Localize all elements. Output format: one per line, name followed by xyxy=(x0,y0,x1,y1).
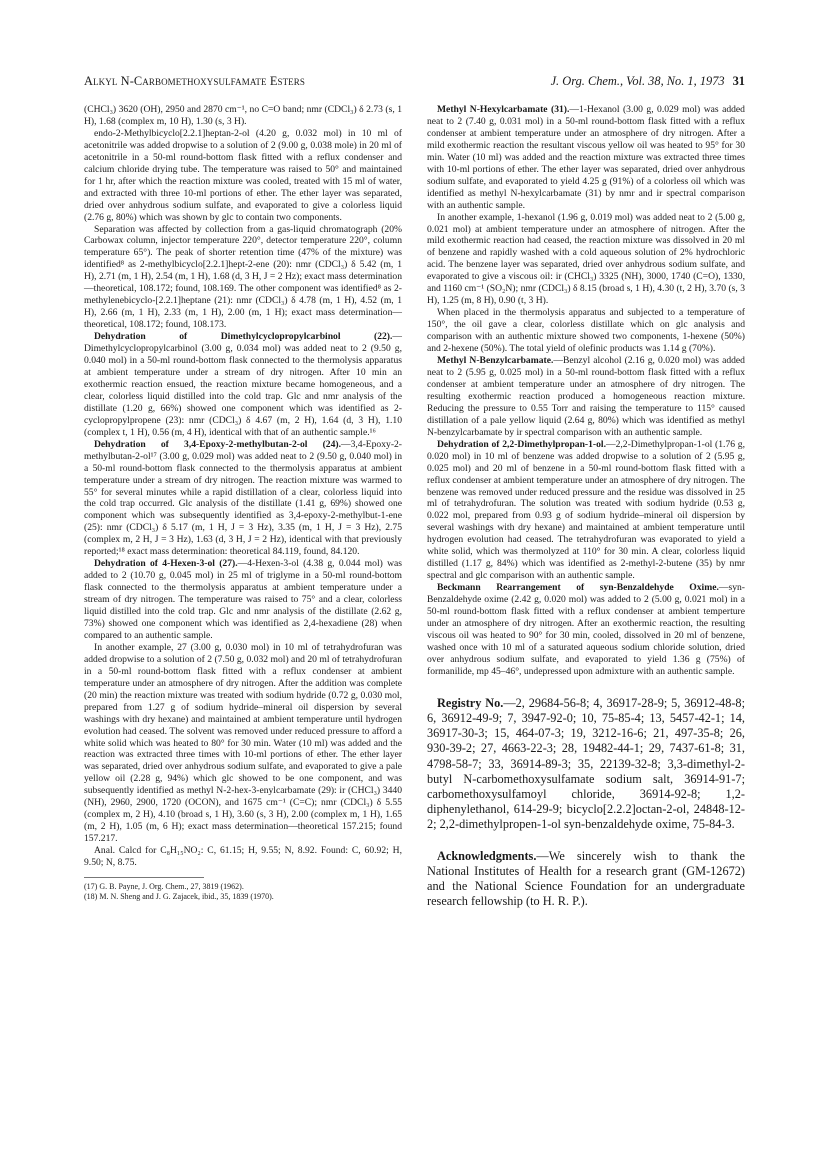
paragraph-body: —Benzyl alcohol (2.16 g, 0.020 mol) was added neat to 2 (5.95 g, 0.025 mol) in a 50-ml round-bottom flask fitted with a reflux condenser at ambient temperature under an atmosphere of dry nitrogen. The resulting exothermic reaction produced a homogeneous reaction mixture. Reducing the pressure to 0.55 Torr and raising the temperature to 115° caused distillation of a pale yellow liquid (2.64 g, 80%) which was identified as methyl N-benzylcarbamate by ir spectral comparison with an authentic sample. xyxy=(427,355,745,438)
journal-citation xyxy=(551,74,745,89)
paragraph-hexylcarbamate xyxy=(427,104,745,212)
paragraph-hexanol-example: In another example, 1-hexanol (1.96 g, 0.019 mol) was added neat to 2 (5.00 g, 0.021 mol) at ambient temperature under an atmosphere of nitrogen. After the mild exothermic reaction had ceased, the reaction mixture was dissolved in 20 ml of benzene and rapidly washed with a cold aqueous solution of 2% hydrochloric acid. The benzene layer was separated, dried over anhydrous sodium sulfate, and evaporated to give a viscous oil: ir (CHCl₃) 3325 (NH), 3000, 1740 (C=O), 1330, and 1160 cm⁻¹ (SO₂N); nmr (CDCl₃) δ 8.15 (broad s, 1 H), 4.30 (t, 2 H), 3.70 (s, 3 H), 1.25 (m, 8 H), 0.90 (t, 3 H). xyxy=(427,211,745,307)
left-column xyxy=(84,104,402,902)
paragraph-ir-nmr: (CHCl₃) 3620 (OH), 2950 and 2870 cm⁻¹, no C=O band; nmr (CDCl₃) δ 2.73 (s, 1 H), 1.68 (complex m, 10 H), 1.30 (s, 3 H). xyxy=(84,104,402,127)
registry-list: —2, 29684-56-8; 4, 36917-28-9; 5, 36912-48-8; 6, 36912-49-9; 7, 3947-92-0; 10, 75-85-4; 13, 5457-42-1; 14, 36917-30-3; 15, 464-07-3; 19, 3212-16-6; 21, 497-35-8; 26, 930-39-2; 27, 4663-22-3; 28, 19482-44-1; 29, 7437-61-8; 31, 4798-58-7; 33, 36914-89-3; 35, 22139-32-8; 3,3-dimethyl-2-butyl N-carbomethoxysulfamate sodium salt, 36914-91-7; carbomethoxysulfamoyl chloride, 36914-92-8; 1,2-diphenylethanol, 614-29-9; bicyclo[2.2.2]octan-2-ol, 24848-12-2; 2,2-dimethylpropen-1-ol syn-benzaldehyde oxime, 75-84-3. xyxy=(427,695,745,832)
section-heading: Methyl N-Hexylcarbamate (31). xyxy=(437,104,570,115)
acknowledgments-heading: Acknowledgments. xyxy=(437,848,537,863)
paragraph-body: —3,4-Epoxy-2-methylbutan-2-ol¹⁷ (3.00 g, 0.029 mol) was added neat to 2 (9.50 g, 0.040 mol) in a 50-ml round-bottom flask connected to the thermolysis apparatus at ambient temperature under a stream of dry nitrogen. The reaction mixture was warmed to 55° for several minutes while a rapid distillation of a clear, colorless liquid into the cold trap occurred. Glc analysis of the distillate (1.41 g, 69%) showed one component which was subsequently identified as 3,4-epoxy-2-methylbut-1-ene (25): nmr (CDCl₃) δ 5.17 (m, 1 H, J = 3 Hz), 3.35 (m, 1 H, J = 3 Hz), 2.75 (complex m, 2 H, J = 3 Hz), 1.63 (d, 3 H, J = 2 Hz), identical with that previously reported;¹⁸ exact mass determination: theoretical 84.119, found, 84.120. xyxy=(84,438,402,558)
paragraph-benzylcarbamate xyxy=(427,355,745,439)
paragraph-body: —2,2-Dimethylpropan-1-ol (1.76 g, 0.020 mol) in 10 ml of benzene was added dropwise to a solution of 2 (5.95 g, 0.025 mol) and 20 ml of benzene in a 50-ml round-bottom flask fitted with a reflux condenser at ambient temperature under an atmosphere of dry nitrogen. The benzene was removed under reduced pressure and the residue was dissolved in 25 ml of tetrahydrofuran. The solution was treated with sodium hydride (0.53 g, 0.022 mol, prepared from 0.93 g of sodium hydride–mineral oil dispersion by several washings with dry hexane) and maintained at ambient temperature until hydrogen evolution had ceased. The tetrahydrofuran was evaporated to yield a white solid, which was thermolyzed at 110° for 30 min. A clear, colorless liquid distilled (1.17 g, 84%) which was identified as 2-methyl-2-butene (35) by nmr spectral and glc comparison with an authentic sample. xyxy=(427,438,745,582)
footnotes xyxy=(84,882,402,902)
paragraph-dehydration-22 xyxy=(84,331,402,439)
registry-heading: Registry No. xyxy=(437,695,504,710)
right-column xyxy=(427,104,745,909)
paragraph-beckmann xyxy=(427,582,745,678)
paragraph-body: —1-Hexanol (3.00 g, 0.029 mol) was added neat to 2 (7.40 g, 0.031 mol) in a 50-ml round-bottom flask fitted with a reflux condenser at ambient temperature under an atmosphere of dry nitrogen. After a mild exothermic reaction the resultant viscous yellow oil was heated to 95° for 30 min. Water (10 ml) was added and the reaction mixture was extracted three times with 10-ml portions of ether. The ether layer was separated, dried over anhydrous sodium sulfate, and evaporated to yield 4.25 g (91%) of a colorless oil which was identified as methyl N-hexylcarbamate (31) by nmr and ir spectral comparison with an authentic sample. xyxy=(427,104,745,211)
section-heading: Dehydration of 4-Hexen-3-ol (27). xyxy=(94,558,238,570)
page-number: 31 xyxy=(732,74,745,88)
paragraph-dehydration-27 xyxy=(84,558,402,642)
paragraph-analysis: Anal. Calcd for C₈H₁₅NO₂: C, 61.15; H, 9.55; N, 8.92. Found: C, 60.92; H, 9.50; N, 8.75. xyxy=(84,845,402,869)
section-heading: Methyl N-Benzylcarbamate. xyxy=(437,355,554,367)
paragraph-body: —4-Hexen-3-ol (4.38 g, 0.044 mol) was added to 2 (10.70 g, 0.045 mol) in 25 ml of triglyme in a 50-ml round-bottom flask connected to the thermolysis apparatus at ambient temperature under a stream of dry nitrogen. The temperature was raised to 75° and a clear, colorless liquid distilled into the cold trap. Glc and nmr analysis of the distillate (2.62 g, 73%) showed one component which was identified as 2,4-hexadiene (28) when compared to an authentic sample. xyxy=(84,558,402,641)
paragraph-dehydration-24 xyxy=(84,439,402,559)
paragraph-separation: Separation was affected by collection from a gas-liquid chromatograph (20% Carbowax column, injector temperature 220°, detector temperature 220°, column temperature 65°). The peak of shorter retention time (47% of the mixture) was identified⁸ as 2-methylbicyclo[2.2.1]hept-2-ene (20): nmr (CDCl₃) δ 5.42 (m, 1 H), 2.71 (m, 1 H), 2.54 (m, 1 H), 1.68 (d, 3 H, J = 2 Hz); exact mass determination—theoretical, 108.172; found, 108.169. The other component was identified⁸ as 2-methylenebicyclo-[2.2.1]heptane (21): nmr (CDCl₃) δ 4.78 (m, 1 H), 4.52 (m, 1 H), 2.66 (m, 1 H), 2.33 (m, 1 H), 2.00 (m, 1 H); exact mass determination—theoretical, 108.172; found, 108.173. xyxy=(84,223,402,331)
paragraph-body: —Dimethylcyclopropylcarbinol (3.00 g, 0.034 mol) was added neat to 2 (9.50 g, 0.040 mol) in a 50-ml round-bottom flask connected to the thermolysis apparatus at ambient temperature under a stream of dry nitrogen. After 10 min an exothermic reaction ensued, the reaction mixture became homogeneous, and a clear, colorless liquid distilled into the cold trap. Glc and nmr analysis of the distillate (1.20 g, 66%) showed one component which was identified as 2-cyclopropylpropene (23): nmr (CDCl₃) δ 4.67 (m, 2 H), 1.64 (d, 3 H), 1.10 (complex t, 1 H), 0.56 (m, 4 H), identical with that of an authentic sample.¹⁶ xyxy=(84,331,402,438)
section-heading: Dehydration of 2,2-Dimethylpropan-1-ol. xyxy=(437,438,606,450)
journal-name: J. Org. Chem., Vol. 38, No. 1, 1973 xyxy=(550,74,725,88)
paragraph-body: —syn-Benzaldehyde oxime (2.42 g, 0.020 mol) was added to 2 (5.00 g, 0.021 mol) in a 50-ml round-bottom flask fitted with a reflux condenser at ambient temperture under an atmosphere of dry nitrogen. After an exothermic reaction, the resulting viscous oil was heated to 90° for 30 min, cooled, dissolved in 20 ml of benzene, washed once with 10 ml of a saturated aqueous sodium chloride solution, dried over anhydrous sodium sulfate, and evaporated to yield 1.36 g (75%) of formanilide, mp 45–46°, undepressed upon admixture with an authentic sample. xyxy=(427,582,745,677)
section-heading: Beckmann Rearrangement of syn-Benzaldehyde Oxime. xyxy=(437,582,719,594)
running-header xyxy=(84,74,745,92)
footnote-17: (17) G. B. Payne, J. Org. Chem., 27, 3819 (1962). xyxy=(84,882,244,891)
section-heading: Dehydration of 3,4-Epoxy-2-methylbutan-2-ol (24). xyxy=(94,438,341,450)
paragraph-dimethylpropanol xyxy=(427,439,745,582)
section-heading: Dehydration of Dimethylcyclopropylcarbinol (22). xyxy=(94,331,393,343)
paragraph-another-example: In another example, 27 (3.00 g, 0.030 mol) in 10 ml of tetrahydrofuran was added dropwise to a solution of 2 (7.50 g, 0.032 mol) and 20 ml of tetrahydrofuran in a 50-ml round-bottom flask fitted with a reflux condenser at ambient temperature under an atmosphere of dry nitrogen. After the addition was complete (20 min) the reaction mixture was treated with sodium hydride (0.72 g, 0.030 mol, prepared from 1.27 g of sodium hydride–mineral oil dispersion by several washings with dry hexane) and maintained at ambient temperature until hydrogen evolution had ceased. The solvent was removed under reduced pressure to afford a white solid which was heated to 80° for 30 min. Water (10 ml) was added and the reaction was extracted three times with 10-ml portions of ether. The ether layer was separated, dried over anhydrous sodium sulfate, and evaporated to give a pale yellow oil (2.28 g, 94%) which glc showed to be one component, and was subsequently identified as methyl N-2-hex-3-enylcarbamate (29): ir (CHCl₃) 3440 (NH), 2960, 2900, 1720 (OCON), and 1675 cm⁻¹ (C=C); nmr (CDCl₃) δ 5.55 (complex m, 2 H), 4.10 (broad s, 1 H), 3.60 (s, 3 H), 2.00 (complex m, 1 H), 1.65 (m, 2 H), 1.05 (m, 6 H); exact mass determination—theoretical 157.215; found 157.217. xyxy=(84,641,402,845)
footnote-18: (18) M. N. Sheng and J. G. Zajacek, ibid., 35, 1839 (1970). xyxy=(84,892,274,901)
running-title: Alkyl N-Carbomethoxysulfamate Esters xyxy=(84,74,305,88)
acknowledgments xyxy=(427,849,745,910)
paragraph-endo-methylbicycloheptanol: endo-2-Methylbicyclo[2.2.1]heptan-2-ol (4.20 g, 0.032 mol) in 10 ml of acetonitrile was added dropwise to a solution of 2 (9.00 g, 0.038 mole) in 20 ml of acetonitrile in a 50-ml round-bottom flask fitted with a reflux condenser and calcium chloride drying tube. The temperature was raised to 50° and maintained for 1 hr, after which the reaction mixture was cooled, treated with 15 ml of water, and extracted with three 10-ml portions of ether. The ether layer was separated, dried over anhydrous sodium sulfate, and evaporated to give a colorless liquid (2.76 g, 80%) which was shown by glc to contain two components. xyxy=(84,127,402,223)
paragraph-thermolysis: When placed in the thermolysis apparatus and subjected to a temperature of 150°, the oil gave a clear, colorless distillate which on glc analysis and comparison with an authentic mixture showed two components, 1-hexene (50%) and 2-hexene (50%). The total yield of olefinic products was 1.14 g (70%). xyxy=(427,307,745,355)
registry-numbers xyxy=(427,696,745,833)
acknowledgments-text: —We sincerely wish to thank the National Institutes of Health for a research grant (GM-12672) and the National Science Foundation for an undergraduate research fellowship (to H. R. P.). xyxy=(427,848,745,909)
